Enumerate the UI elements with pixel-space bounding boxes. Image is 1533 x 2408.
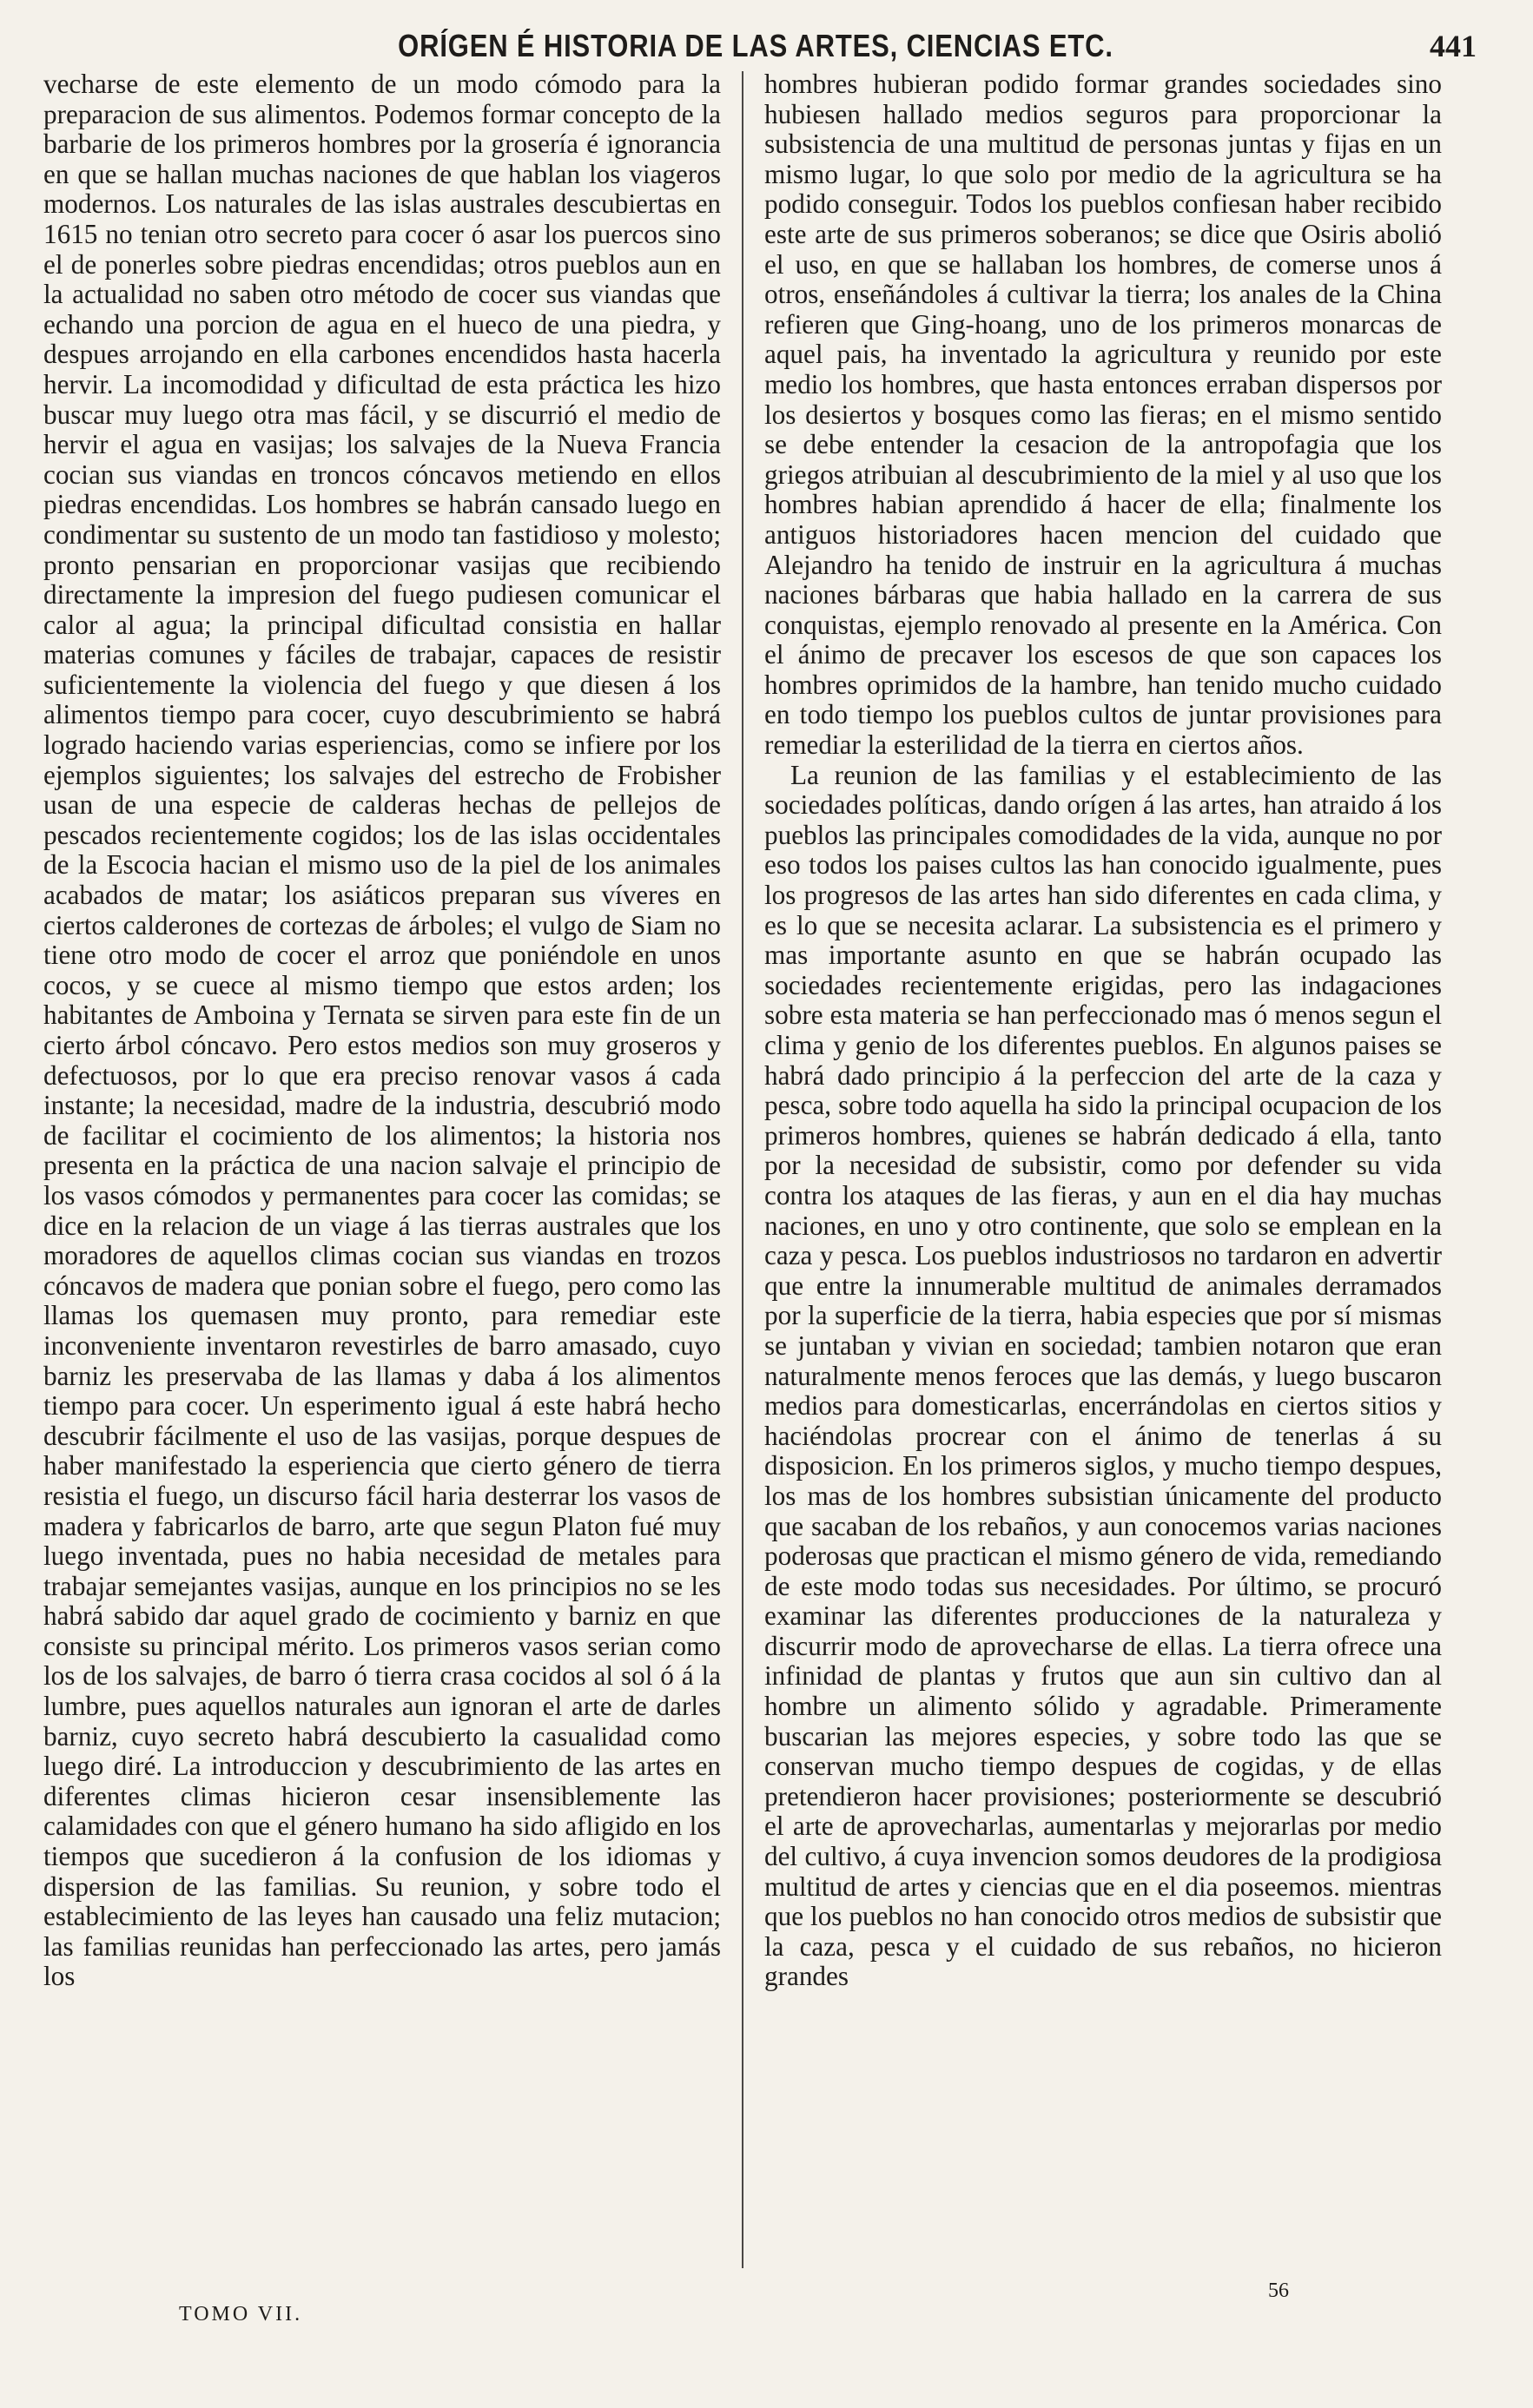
volume-label: TOMO VII. [179,2303,303,2326]
left-column [43,69,721,1992]
column-divider [742,71,743,2268]
paragraph: La reunion de las familias y el establecimiento de las sociedades políticas, dando orígen á las artes, han atraido á los pueblos las principales comodidades de la vida, aunque no por eso todos los paises cultos las han conocido igualmente, pues los progresos de las artes han sido diferentes en cada clima, y es lo que se necesita aclarar. La subsistencia es el primero y mas importante asunto en que se habrán ocupado las sociedades recientemente erigidas, pero las indagaciones sobre esta materia se han perfeccionado mas ó menos segun el clima y genio de los diferentes pueblos. En algunos paises se habrá dado principio á la perfeccion del arte de la caza y pesca, sobre todo aquella ha sido la principal ocupacion de los primeros hombres, quienes se habrán dedicado á ella, tanto por la necesidad de subsistir, como por defender su vida contra los ataques de las fieras, y aun en el dia hay muchas naciones, en uno y otro continente, que solo se emplean en la caza y pesca. Los pueblos industriosos no tardaron en advertir que entre la innumerable multitud de animales derramados por la superficie de la tierra, habia especies que por sí mismas se juntaban y vivian en sociedad; tambien notaron que eran naturalmente menos feroces que las demás, y luego buscaron medios para domesticarlas, encerrándolas en ciertos sitios y haciéndolas procrear con el ánimo de tenerlas á su disposicion. En los primeros siglos, y mucho tiempo despues, los mas de los hombres subsistian únicamente del producto que sacaban de los rebaños, y aun conocemos varias naciones poderosas que practican el mismo género de vida, remediando de este modo todas sus necesidades. Por último, se procuró examinar las diferentes producciones de la naturaleza y discurrir modo de aprovecharse de ellas. La tierra ofrece una infinidad de plantas y frutos que aun sin cultivo dan al hombre un alimento sólido y agradable. Primeramente buscarian las mejores especies, y sobre todo las que se conservan mucho tiempo despues de cogidas, y de ellas pretendieron hacer provisiones; posteriormente se descubrió el arte de aprovecharlas, aumentarlas y mejorarlas por medio del cultivo, á cuya invencion somos deudores de la prodigiosa multitud de artes y ciencias que en el dia poseemos. mientras que los pueblos no han conocido otros medios de subsistir que la caza, pesca y el cuidado de sus rebaños, no hicieron grandes [764,759,1442,1992]
signature-mark: 56 [1268,2279,1289,2302]
page-number: 441 [1430,29,1477,63]
running-header [35,19,1477,71]
right-column [764,69,1442,1992]
paragraph: vecharse de este elemento de un modo cómodo para la preparacion de sus alimentos. Podemos formar concepto de la barbarie de los primeros hombres por la grosería é ignorancia en que se hallan muchas naciones de que hablan los viageros modernos. Los naturales de las islas australes descubiertas en 1615 no tenian otro secreto para cocer ó asar los puercos sino el de ponerles sobre piedras encendidas; otros pueblos aun en la actualidad no saben otro método de cocer sus viandas que echando una porcion de agua en el hueco de una piedra, y despues arrojando en ella carbones encendidos hasta hacerla hervir. La incomodidad y dificultad de esta práctica les hizo buscar muy luego otra mas fácil, y se discurrió el medio de hervir el agua en vasijas; los salvajes de la Nueva Francia cocian sus viandas en troncos cóncavos metiendo en ellos piedras encendidas. Los hombres se habrán cansado luego en condimentar su sustento de un modo tan fastidioso y molesto; pronto pensarian en proporcionar vasijas que recibiendo directamente la impresion del fuego pudiesen comunicar el calor al agua; la principal dificultad consistia en hallar materias comunes y fáciles de trabajar, capaces de resistir suficientemente la violencia del fuego y que diesen á los alimentos tiempo para cocer, cuyo descubrimiento se habrá logrado haciendo varias esperiencias, como se infiere por los ejemplos siguientes; los salvajes del estrecho de Frobisher usan de una especie de calderas hechas de pellejos de pescados recientemente cogidos; los de las islas occidentales de la Escocia hacian el mismo uso de la piel de los animales acabados de matar; los asiáticos preparan sus víveres en ciertos calderones de cortezas de árboles; el vulgo de Siam no tiene otro modo de cocer el arroz que poniéndole en unos cocos, y se cuece al mismo tiempo que estos arden; los habitantes de Amboina y Ternata se sirven para este fin de un cierto árbol cóncavo. Pero estos medios son muy groseros y defectuosos, por lo que era preciso renovar vasos á cada instante; la necesidad, madre de la industria, descubrió modo de facilitar el cocimiento de los alimentos; la historia nos presenta en la práctica de una nacion salvaje el principio de los vasos cómodos y permanentes para cocer las comidas; se dice en la relacion de un viage á las tierras australes que los moradores de aquellos climas cocian sus viandas en trozos cóncavos de madera que ponian sobre el fuego, pero como las llamas los quemasen muy pronto, para remediar este inconveniente inventaron revestirles de barro amasado, cuyo barniz les preservaba de las llamas y daba á los alimentos tiempo para cocer. Un esperimento igual á este habrá hecho descubrir fácilmente el uso de las vasijas, porque despues de haber manifestado la esperiencia que cierto género de tierra resistia el fuego, un discurso fácil haria desterrar los vasos de madera y fabricarlos de barro, arte que segun Platon fué muy luego inventada, pues no habia necesidad de metales para trabajar semejantes vasijas, aunque en los principios no se les habrá sabido dar aquel grado de cocimiento y barniz en que consiste su principal mérito. Los primeros vasos serian como los de los salvajes, de barro ó tierra crasa cocidos al sol ó á la lumbre, pues aquellos naturales aun ignoran el arte de darles barniz, cuyo secreto habrá descubierto la casualidad como luego diré. La introduccion y descubrimiento de las artes en diferentes climas hicieron cesar insensiblemente las calamidades con que el género humano ha sido afligido en los tiempos que sucedieron á la confusion de los idiomas y dispersion de las familias. Su reunion, y sobre todo el establecimiento de las leyes han causado una feliz mutacion; las familias reunidas han perfeccionado las artes, pero jamás los [43,69,721,1992]
paragraph: hombres hubieran podido formar grandes sociedades sino hubiesen hallado medios seguros para proporcionar la subsistencia de una multitud de personas juntas y fijas en un mismo lugar, lo que solo por medio de la agricultura se ha podido conseguir. Todos los pueblos confiesan haber recibido este arte de sus primeros soberanos; se dice que Osiris abolió el uso, en que se hallaban los hombres, de comerse unos á otros, enseñándoles á cultivar la tierra; los anales de la China refieren que Ging-hoang, uno de los primeros monarcas de aquel pais, ha inventado la agricultura y reunido por este medio los hombres, que hasta entonces erraban dispersos por los desiertos y bosques como las fieras; en el mismo sentido se debe entender la cesacion de la antropofagia que los griegos atribuian al descubrimiento de la miel y al uso que los hombres habian aprendido á hacer de ella; finalmente los antiguos historiadores hacen mencion del cuidado que Alejandro ha tenido de instruir en la agricultura á muchas naciones bárbaras que habia hallado en la carrera de sus conquistas, ejemplo renovado al presente en la América. Con el ánimo de precaver los escesos de que son capaces los hombres oprimidos de la hambre, han tenido mucho cuidado en todo tiempo los pueblos cultos de juntar provisiones para remediar la esterilidad de la tierra en ciertos años. [764,69,1442,761]
running-title: ORÍGEN É HISTORIA DE LAS ARTES, CIENCIAS ETC. [398,28,1113,63]
